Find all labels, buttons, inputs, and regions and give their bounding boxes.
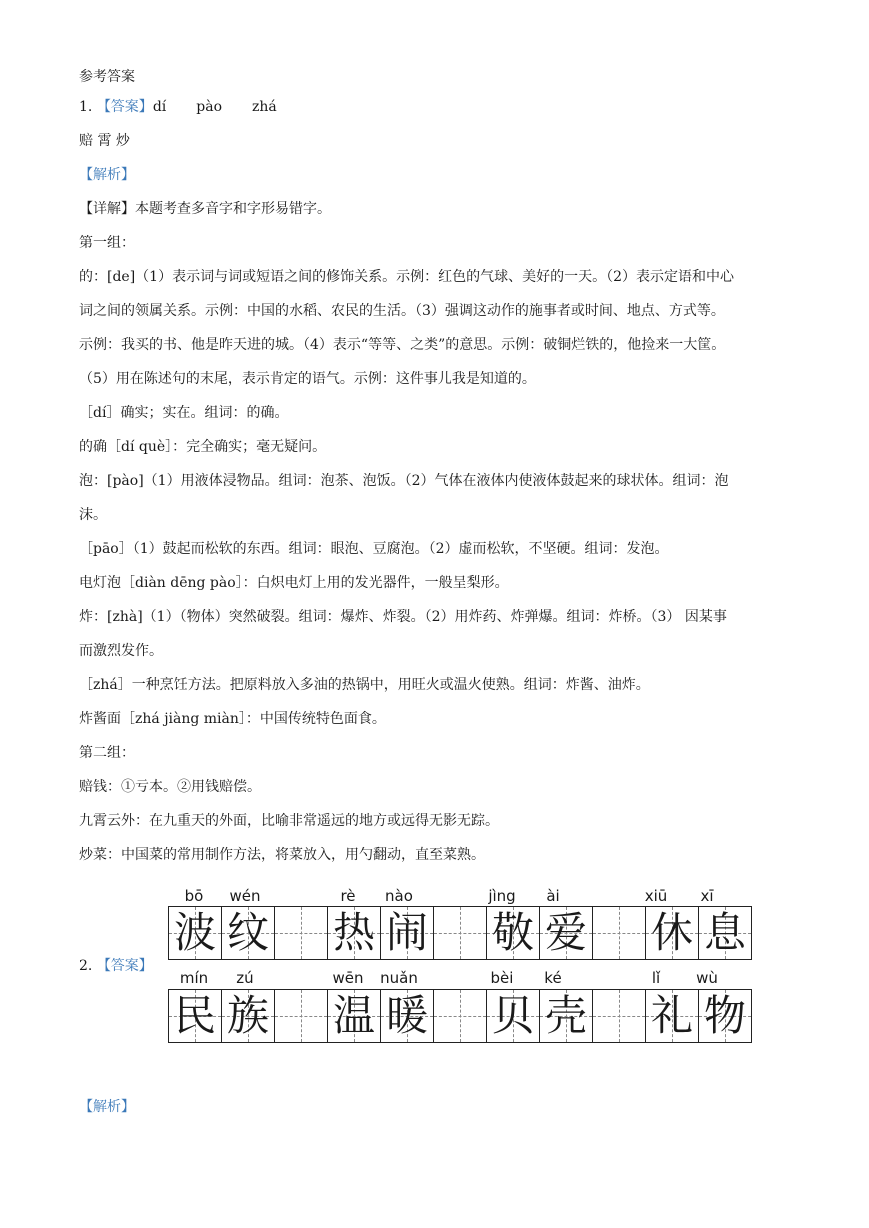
q1-pinyin-2: pào xyxy=(196,99,223,115)
grid-character: 休 xyxy=(650,908,693,957)
q1-analysis-line: 九霄云外：在九重天的外面，比喻非常遥远的地方或远得无影无踪。 xyxy=(79,813,499,829)
grid-pinyin: wēn xyxy=(332,969,364,987)
grid-row xyxy=(168,989,760,1043)
grid-cell xyxy=(380,906,434,960)
grid-pinyin: nào xyxy=(385,887,413,905)
grid-character: 物 xyxy=(703,991,746,1040)
grid-pinyin: wù xyxy=(696,969,718,987)
page-header: 参考答案 xyxy=(79,69,135,85)
grid-cell-blank xyxy=(433,989,487,1043)
q1-analysis-line: 电灯泡［diàn dēng pào］：白炽电灯上用的发光器件，一般呈梨形。 xyxy=(79,575,509,591)
grid-cell-blank xyxy=(274,906,328,960)
grid-pinyin: lǐ xyxy=(651,969,661,987)
q1-analysis-line: 第一组： xyxy=(79,235,135,251)
q1-pinyin xyxy=(153,99,307,115)
grid-pinyin: mín xyxy=(179,969,209,987)
q1-analysis-line: 的确［dí què］：完全确实；毫无疑问。 xyxy=(79,439,327,455)
grid-character: 爱 xyxy=(544,908,587,957)
grid-cell xyxy=(380,989,434,1043)
grid-pinyin: bō xyxy=(184,887,204,905)
q1-analysis-line: （5）用在陈述句的末尾，表示肯定的语气。示例：这件事儿我是知道的。 xyxy=(79,371,536,387)
grid-character: 礼 xyxy=(650,991,693,1040)
grid-cell-blank xyxy=(592,906,646,960)
grid-character: 壳 xyxy=(544,991,587,1040)
grid-cell xyxy=(539,989,593,1043)
grid-pinyin: ké xyxy=(544,969,562,987)
q1-analysis-line: 炒菜：中国菜的常用制作方法，将菜放入，用勺翻动，直至菜熟。 xyxy=(79,847,485,863)
grid-pinyin: wén xyxy=(229,887,261,905)
grid-pinyin: ài xyxy=(546,887,560,905)
q2-answer-line xyxy=(79,957,153,975)
q1-analysis-line: ［dí］确实；实在。组词：的确。 xyxy=(79,405,289,421)
q1-analysis-line: 【详解】本题考查多音字和字形易错字。 xyxy=(79,201,331,217)
q1-answer-tag: 【答案】 xyxy=(96,99,153,115)
q1-analysis-line: 而激烈发作。 xyxy=(79,643,163,659)
grid-character: 温 xyxy=(332,991,375,1040)
grid-character: 闹 xyxy=(385,908,428,957)
grid-pinyin: xiū xyxy=(644,887,668,905)
grid-character: 贝 xyxy=(491,991,534,1040)
grid-cell xyxy=(327,989,381,1043)
grid-character: 纹 xyxy=(226,908,269,957)
q1-analysis-line: 沫。 xyxy=(79,507,107,523)
grid-pinyin: xī xyxy=(700,887,714,905)
q1-pinyin-1: dí xyxy=(152,99,167,115)
grid-cell xyxy=(698,989,752,1043)
grid-pinyin: nuǎn xyxy=(380,969,418,987)
q1-analysis-tag: 【解析】 xyxy=(79,167,135,183)
pinyin-row xyxy=(168,968,760,988)
q1-analysis-line: 词之间的领属关系。示例：中国的水稻、农民的生活。（3）强调这动作的施事者或时间、地点、方式等。 xyxy=(79,303,725,319)
q1-analysis-line: 的：[de]（1）表示词与词或短语之间的修饰关系。示例：红色的气球、美好的一天。（2）表示定语和中心 xyxy=(79,269,734,285)
q1-analysis-line: 第二组： xyxy=(79,745,135,761)
grid-cell xyxy=(645,906,699,960)
grid-pinyin: zú xyxy=(236,969,254,987)
q1-analysis-line: 泡：[pào]（1）用液体浸物品。组词：泡茶、泡饭。（2）气体在液体内使液体鼓起来的球状体。组词：泡 xyxy=(79,473,729,489)
grid-row xyxy=(168,906,760,960)
grid-cell xyxy=(486,906,540,960)
q1-pinyin-3: zhá xyxy=(252,99,277,115)
grid-pinyin: jìng xyxy=(488,887,516,905)
q2-answer-tag: 【答案】 xyxy=(96,958,153,974)
grid-character: 热 xyxy=(332,908,375,957)
grid-cell xyxy=(221,989,275,1043)
q1-analysis-line: 炸酱面［zhá jiàng miàn］：中国传统特色面食。 xyxy=(79,711,386,727)
grid-character: 波 xyxy=(173,908,216,957)
q1-analysis-line: 赔钱：①亏本。②用钱赔偿。 xyxy=(79,779,261,795)
q1-chars: 赔 霄 炒 xyxy=(79,133,130,149)
grid-character: 暖 xyxy=(385,991,428,1040)
grid-cell xyxy=(221,906,275,960)
q2-number: 2. xyxy=(79,958,93,974)
grid-cell xyxy=(168,906,222,960)
grid-character: 族 xyxy=(226,991,269,1040)
q1-number: 1. xyxy=(79,99,93,115)
q1-analysis-line: ［zhá］一种烹饪方法。把原料放入多油的热锅中，用旺火或温火使熟。组词：炸酱、油炸。 xyxy=(79,677,650,693)
grid-cell-blank xyxy=(433,906,487,960)
grid-character: 民 xyxy=(173,991,216,1040)
pinyin-row xyxy=(168,886,760,906)
q1-answer-line xyxy=(79,98,307,116)
grid-cell-blank xyxy=(274,989,328,1043)
q1-analysis-line: ［pāo］（1）鼓起而松软的东西。组词：眼泡、豆腐泡。（2）虚而松软，不坚硬。组词：发泡。 xyxy=(79,541,669,557)
q2-analysis-tag: 【解析】 xyxy=(79,1099,135,1115)
q1-analysis-line: 炸：[zhà]（1）（物体）突然破裂。组词：爆炸、炸裂。（2）用炸药、炸弹爆。组词：炸桥。（3） 因某事 xyxy=(79,609,727,625)
grid-pinyin: bèi xyxy=(490,969,514,987)
grid-cell xyxy=(539,906,593,960)
grid-character: 敬 xyxy=(491,908,534,957)
grid-cell xyxy=(698,906,752,960)
grid-cell xyxy=(168,989,222,1043)
q1-analysis-line: 示例：我买的书、他是昨天进的城。（4）表示“等等、之类”的意思。示例：破铜烂铁的，他捡来一大筐。 xyxy=(79,337,726,353)
grid-cell xyxy=(486,989,540,1043)
grid-character: 息 xyxy=(703,908,746,957)
grid-cell xyxy=(645,989,699,1043)
grid-pinyin: rè xyxy=(340,887,356,905)
grid-cell-blank xyxy=(592,989,646,1043)
grid-cell xyxy=(327,906,381,960)
